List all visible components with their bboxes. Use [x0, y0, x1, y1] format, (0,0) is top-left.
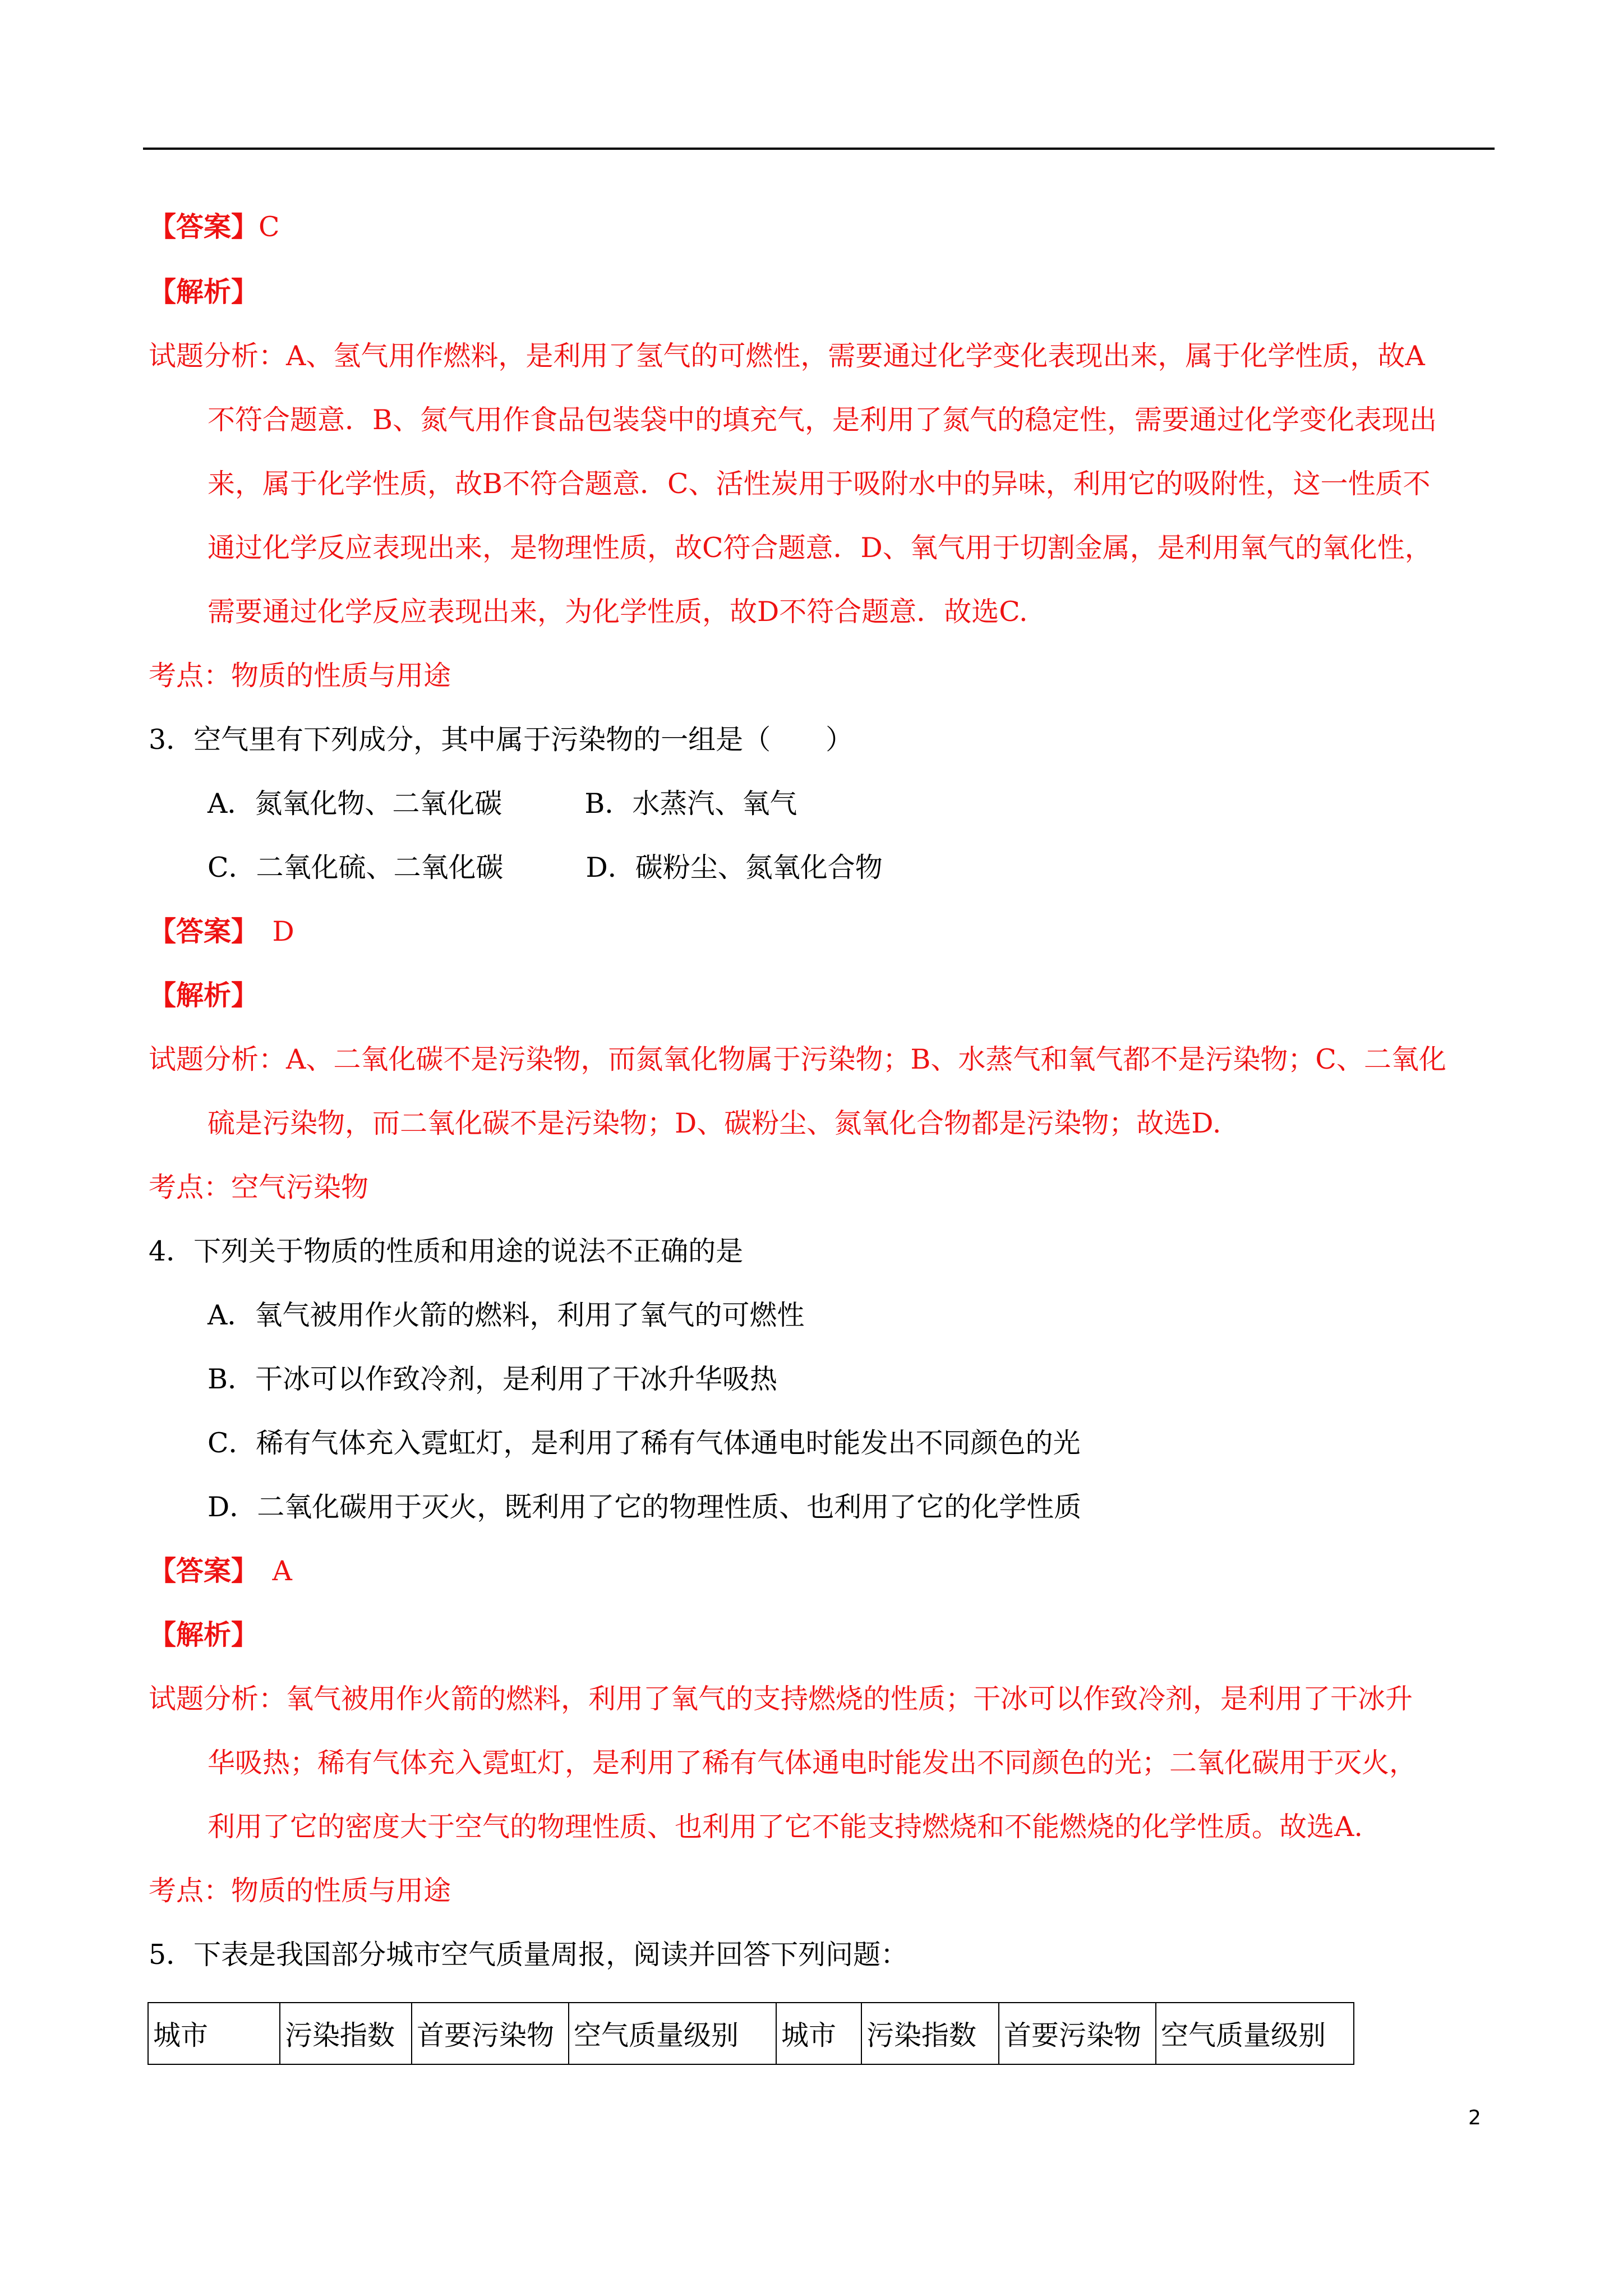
page-number: 2 — [1468, 2106, 1481, 2129]
q3-analysis-label: 【解析】 — [149, 979, 259, 1011]
air-quality-table — [147, 2002, 1354, 2065]
q2-analysis-label: 【解析】 — [149, 275, 259, 308]
table-header-cell: 污染指数 — [861, 2003, 999, 2064]
q2-analysis-line: 需要通过化学反应表现出来，为化学性质，故D不符合题意．故选C. — [208, 596, 1028, 628]
q2-analysis-line: 通过化学反应表现出来，是物理性质，故C符合题意．D、氧气用于切割金属，是利用氧气的氧化性， — [208, 532, 1432, 564]
q4-analysis-line: 华吸热；稀有气体充入霓虹灯，是利用了稀有气体通电时能发出不同颜色的光；二氧化碳用于灭火， — [208, 1747, 1417, 1779]
q4-option: C．稀有气体充入霓虹灯，是利用了稀有气体通电时能发出不同颜色的光 — [208, 1427, 1081, 1459]
table-header-cell: 空气质量级别 — [1156, 2003, 1354, 2064]
table-header-cell: 空气质量级别 — [569, 2003, 776, 2064]
q4-answer: 【答案】 A — [149, 1554, 292, 1587]
q4-analysis-label: 【解析】 — [149, 1618, 259, 1651]
q3-answer: 【答案】 D — [149, 915, 294, 947]
q3-analysis-line: 硫是污染物，而二氧化碳不是污染物；D、碳粉尘、氮氧化合物都是污染物；故选D. — [208, 1107, 1221, 1139]
q4-option: B．干冰可以作致冷剂，是利用了干冰升华吸热 — [208, 1363, 778, 1395]
q4-analysis-line: 利用了它的密度大于空气的物理性质、也利用了它不能支持燃烧和不能燃烧的化学性质。故选A. — [208, 1811, 1363, 1843]
table-header-cell: 城市 — [776, 2003, 861, 2064]
q4-analysis-line: 试题分析：氧气被用作火箭的燃料，利用了氧气的支持燃烧的性质；干冰可以作致冷剂，是利用了干冰升 — [149, 1683, 1413, 1715]
q3-stem: 3．空气里有下列成分，其中属于污染物的一组是（ ） — [149, 724, 854, 756]
table-header-cell: 城市 — [148, 2003, 280, 2064]
q2-analysis-line: 不符合题意．B、氮气用作食品包装袋中的填充气，是利用了氮气的稳定性，需要通过化学变化表现出 — [208, 404, 1437, 436]
table-header-cell: 首要污染物 — [412, 2003, 569, 2064]
q2-answer: 【答案】C — [149, 210, 280, 243]
q3-analysis-line: 试题分析：A、二氧化碳不是污染物，而氮氧化物属于污染物；B、水蒸气和氧气都不是污染物；C、二氧化 — [149, 1043, 1446, 1075]
q3-options-row: A．氮氧化物、二氧化碳 B．水蒸汽、氧气 — [208, 788, 797, 820]
table-header-cell: 首要污染物 — [999, 2003, 1156, 2064]
q2-point: 考点：物质的性质与用途 — [149, 660, 451, 692]
q2-analysis-line: 试题分析：A、氢气用作燃料，是利用了氢气的可燃性，需要通过化学变化表现出来，属于化学性质，故A — [149, 340, 1425, 372]
table-header-row — [148, 2003, 1354, 2064]
header-rule — [143, 148, 1495, 150]
q4-option: A．氧气被用作火箭的燃料，利用了氧气的可燃性 — [208, 1299, 805, 1331]
q3-options-row: C．二氧化硫、二氧化碳 D．碳粉尘、氮氧化合物 — [208, 852, 883, 884]
q4-point: 考点：物质的性质与用途 — [149, 1875, 451, 1907]
q3-point: 考点：空气污染物 — [149, 1171, 369, 1203]
q4-option: D．二氧化碳用于灭火，既利用了它的物理性质、也利用了它的化学性质 — [208, 1491, 1082, 1523]
table-header-cell: 污染指数 — [280, 2003, 412, 2064]
q2-analysis-line: 来，属于化学性质，故B不符合题意．C、活性炭用于吸附水中的异味，利用它的吸附性，这一性质不 — [208, 468, 1431, 500]
q5-stem: 5．下表是我国部分城市空气质量周报，阅读并回答下列问题： — [149, 1939, 909, 1971]
q4-stem: 4．下列关于物质的性质和用途的说法不正确的是 — [149, 1235, 744, 1267]
